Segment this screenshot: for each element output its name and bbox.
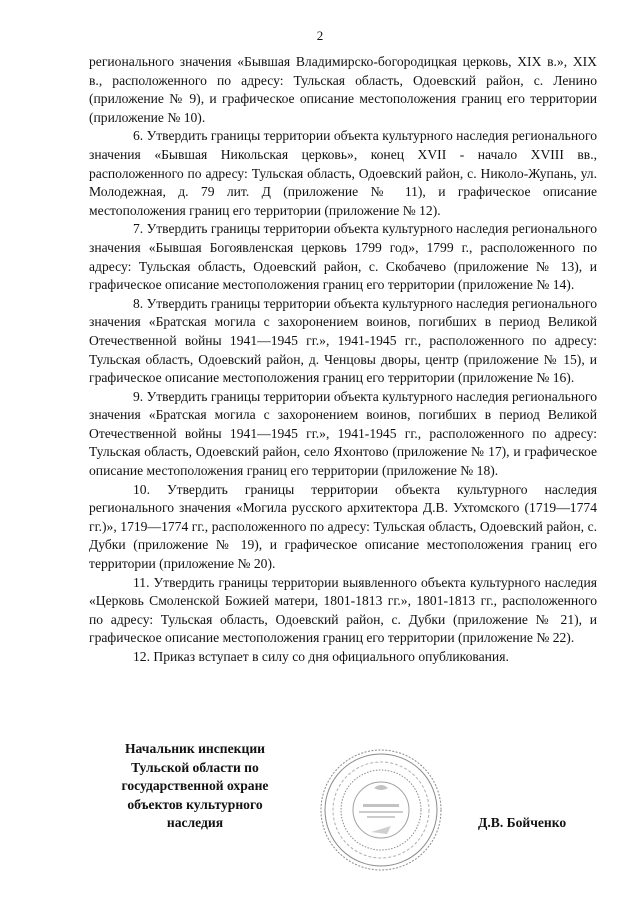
paragraph-item-6: 6. Утвердить границы территории объекта культурного наследия регионального значения «Бывшая Никольская церковь», конец XVII - начало XVIII вв., расположенного по адресу: Тульская область, Одоевский район, с. Николо-Жупань, ул. Молодежная, д. 79 лит. Д (приложение № 11), и графическое описание местоположения границ его территории (приложение № 12). bbox=[89, 128, 597, 218]
signatory-name: Д.В. Бойченко bbox=[478, 815, 567, 830]
paragraph-continuation: регионального значения «Бывшая Владимирско-богородицкая церковь, XIX в.», XIX в., расположенного по адресу: Тульская область, Одоевский район, с. Ленино (приложение № 9), и графическое описание местоположения границ его территории (приложение № 10). bbox=[89, 54, 597, 125]
paragraph-item-12: 12. Приказ вступает в силу со дня официального опубликования. bbox=[133, 649, 509, 664]
paragraph-item-10: 10. Утвердить границы территории объекта культурного наследия регионального значения «Могила русского архитектора Д.В. Ухтомского (1719—1774 гг.)», 1719—1774 гг., расположенного по адресу: Тульская область, Одоевский район, с. Дубки (приложение № 19), и графическое описание местоположения границ его территории (приложение № 20). bbox=[89, 481, 597, 572]
paragraph-item-8: 8. Утвердить границы территории объекта культурного наследия регионального значения «Братская могила с захоронением воинов, погибших в период Великой Отечественной войны 1941—1945 гг.», 1941-1945 гг., расположенного по адресу: Тульская область, Одоевский район, д. Ченцовы дворы, центр (приложение № 15), и графическое описание местоположения границ его территории (приложение № 16). bbox=[89, 295, 597, 386]
paragraph-item-11: 11. Утвердить границы территории выявленного объекта культурного наследия «Церковь Смоленской Божией матери, 1801-1813 гг.», 1801-1813 гг., расположенного по адресу: Тульская область, Одоевский район, с. Дубки (приложение № 21), и графическое описание местоположения границ его территории (приложение № 22). bbox=[89, 574, 597, 646]
paragraph-item-7: 7. Утвердить границы территории объекта культурного наследия регионального значения «Бывшая Богоявленская церковь 1799 год», 1799 г., расположенного по адресу: Тульская область, Одоевский район, с. Скобачево (приложение № 13), и графическое описание местоположения границ его территории (приложение № 14). bbox=[89, 221, 597, 293]
signature-block bbox=[0, 740, 640, 860]
page-number: 2 bbox=[316, 28, 324, 43]
signatory-title: Начальник инспекции Тульской области по государственной охране объектов культурного наследия bbox=[121, 741, 269, 831]
official-seal-stamp bbox=[319, 748, 443, 872]
document-body bbox=[89, 53, 597, 667]
paragraph-item-9: 9. Утвердить границы территории объекта культурного наследия регионального значения «Братская могила с захоронением воинов, погибших в период Великой Отечественной войны 1941—1945 гг.», 1941-1945 гг., расположенного по адресу: Тульская область, Одоевский район, село Яхонтово (приложение № 17), и графическое описание местоположения границ его территории (приложение № 18). bbox=[89, 388, 597, 479]
